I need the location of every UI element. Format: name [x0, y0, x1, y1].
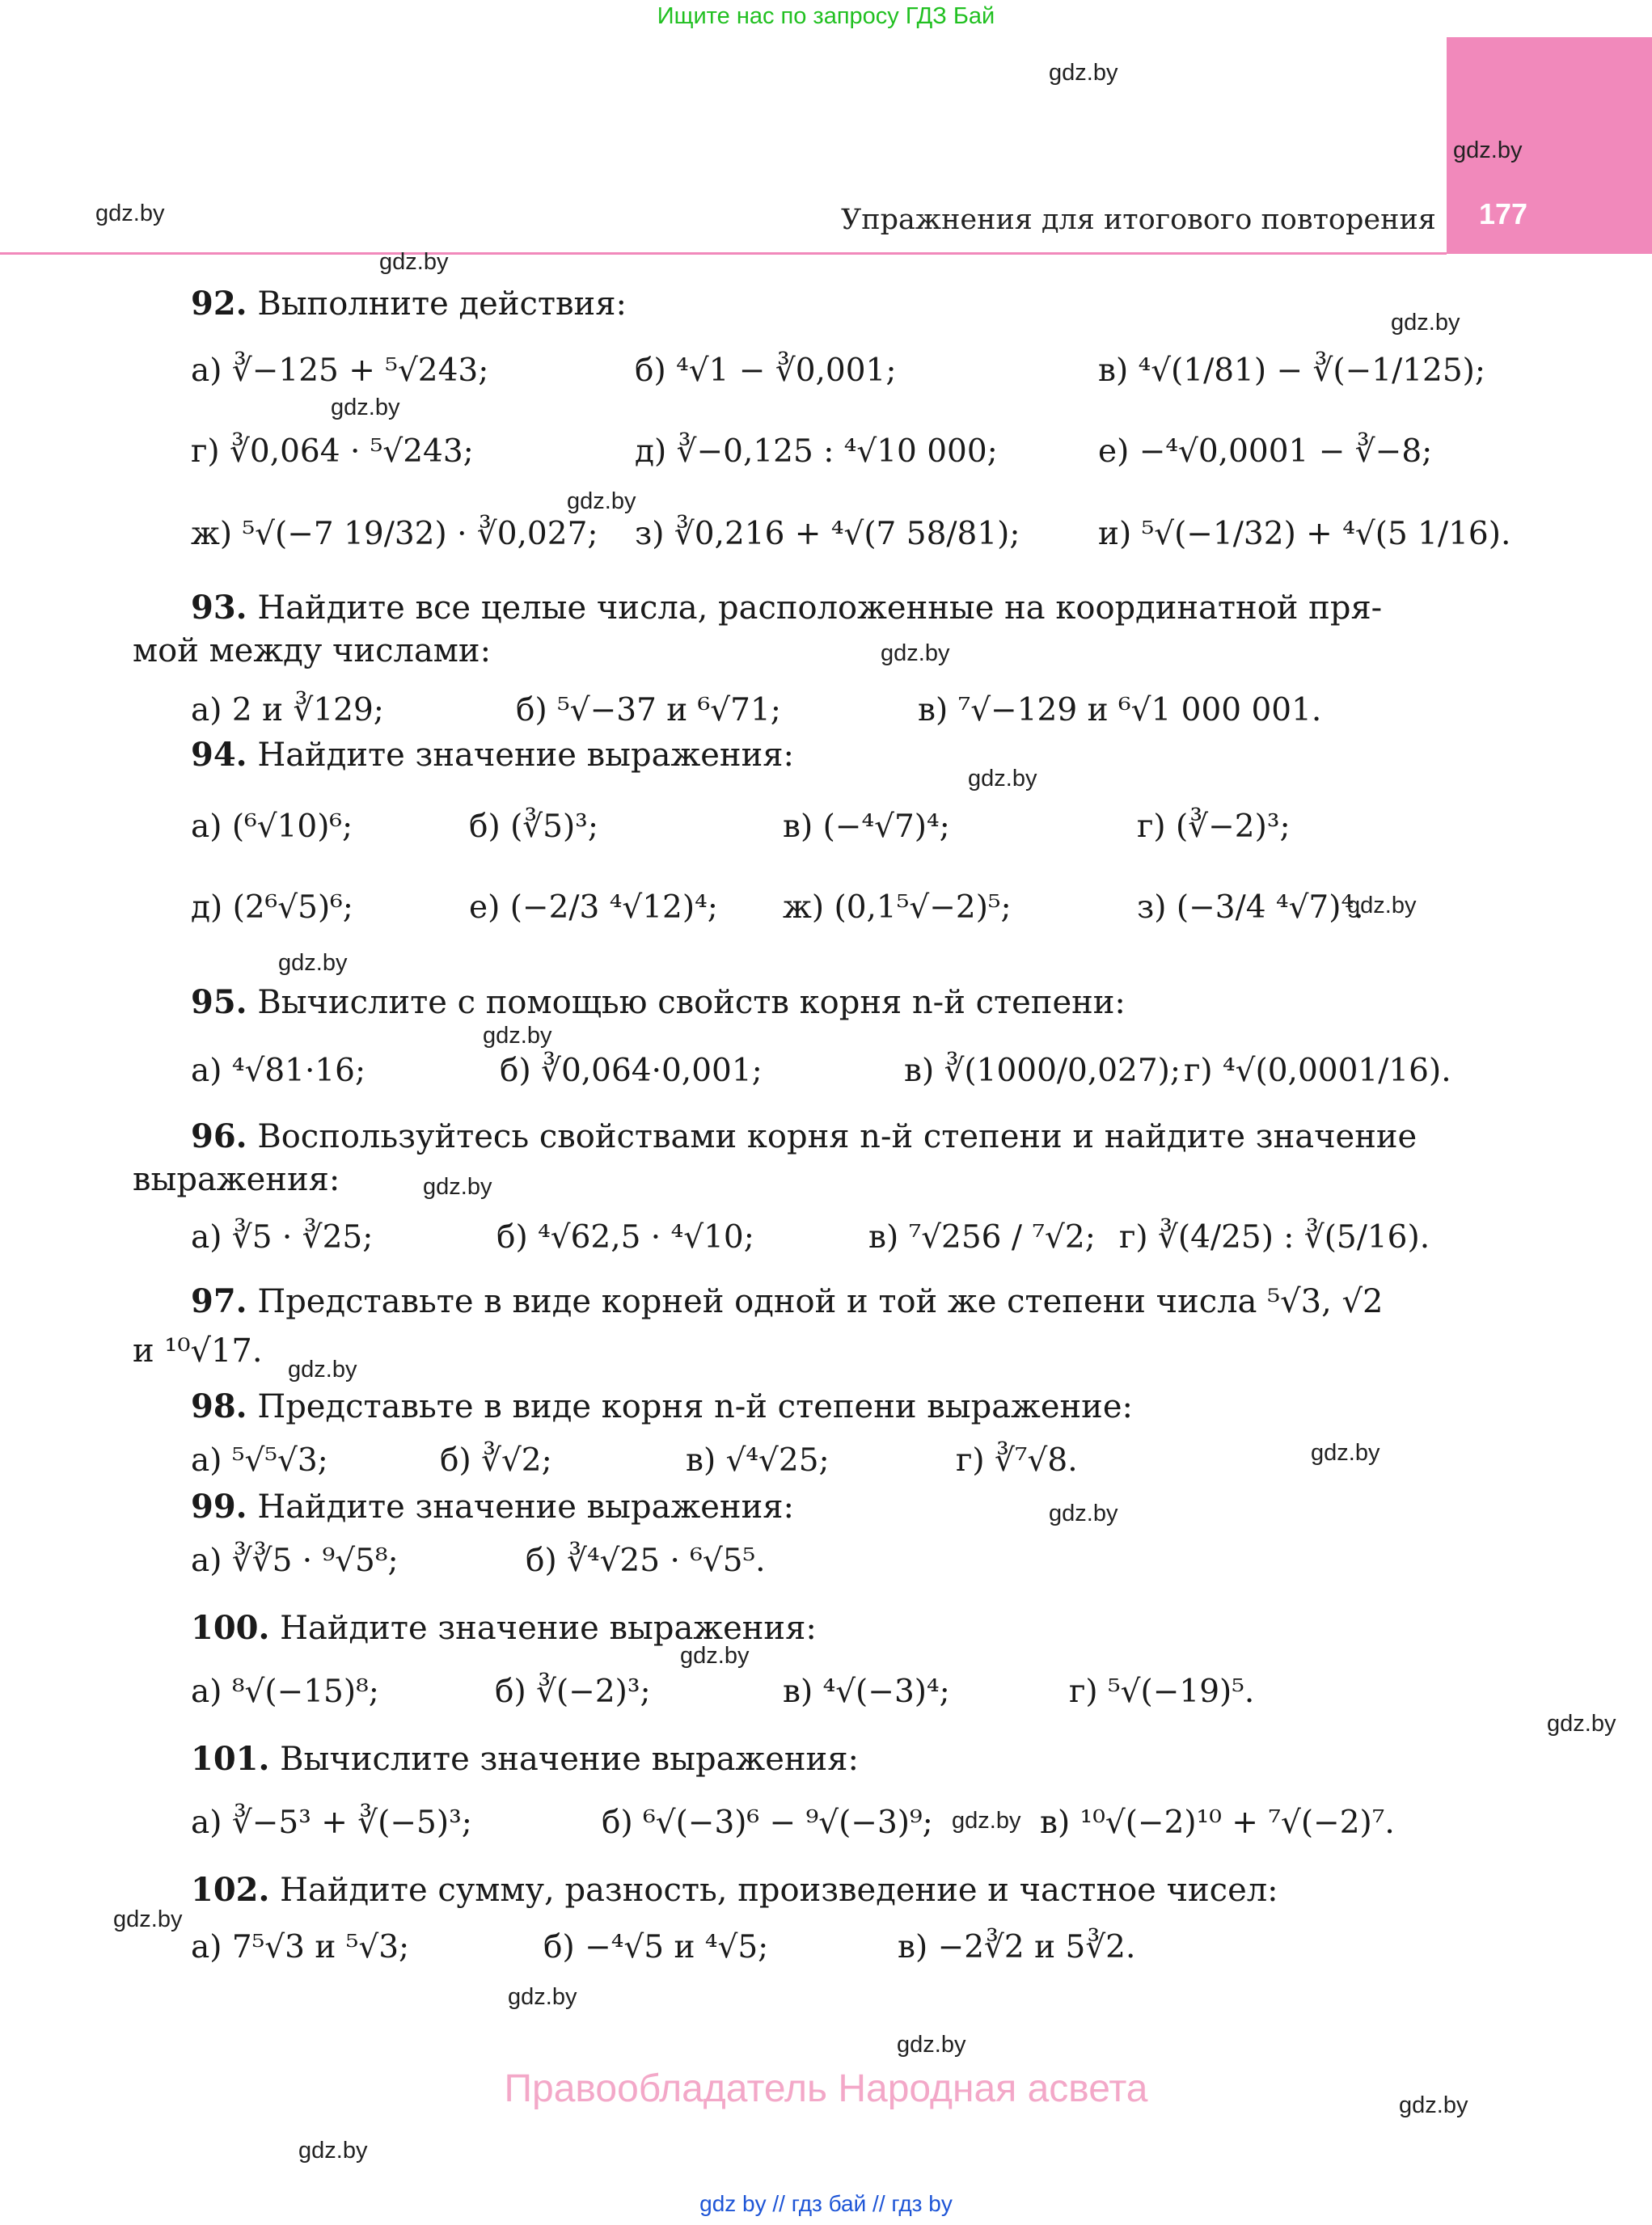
exercise-96-heading: 96. Воспользуйтесь свойствами корня n-й степени и найдите значение — [191, 1117, 1418, 1155]
exercise-102-heading: 102. Найдите сумму, разность, произведение и частное чисел: — [191, 1871, 1278, 1909]
exercise-96-item: в) ⁷√256 / ⁷√2; — [868, 1219, 1096, 1256]
exercise-96-item: г) ∛(4/25) : ∛(5/16). — [1119, 1219, 1430, 1256]
exercise-94-item: е) (−2/3 ⁴√12)⁴; — [469, 889, 718, 926]
exercise-93-item: а) 2 и ∛129; — [191, 692, 384, 728]
exercise-97-heading-cont: и ¹⁰√17. — [133, 1332, 263, 1370]
page-number: 177 — [1479, 197, 1528, 230]
exercise-92-item: а) ∛−125 + ⁵√243; — [191, 353, 489, 389]
exercise-94-item: а) (⁶√10)⁶; — [191, 809, 353, 845]
watermark: gdz.by — [952, 1808, 1021, 1834]
watermark: gdz.by — [278, 950, 348, 976]
exercise-92-item: ж) ⁵√(−7 19/32) · ∛0,027; — [191, 516, 598, 552]
watermark: gdz.by — [298, 2138, 368, 2164]
watermark: gdz.by — [95, 201, 165, 226]
exercise-94-heading: 94. Найдите значение выражения: — [191, 736, 794, 774]
exercise-101-item: а) ∛−5³ + ∛(−5)³; — [191, 1805, 472, 1841]
watermark: gdz.by — [1049, 1501, 1118, 1526]
watermark: gdz.by — [1453, 137, 1523, 163]
watermark: gdz.by — [881, 640, 950, 666]
top-banner: Ищите нас по запросу ГДЗ Бай — [657, 3, 995, 29]
exercise-92-item: з) ∛0,216 + ⁴√(7 58/81); — [635, 516, 1020, 552]
watermark: gdz.by — [1547, 1711, 1616, 1737]
exercise-98-item: г) ∛⁷√8. — [956, 1442, 1078, 1479]
exercise-92-item: и) ⁵√(−1/32) + ⁴√(5 1/16). — [1098, 516, 1511, 552]
exercise-97-heading: 97. Представьте в виде корней одной и той же степени числа ⁵√3, √2 — [191, 1282, 1384, 1320]
exercise-92-item: г) ∛0,064 · ⁵√243; — [191, 433, 474, 470]
exercise-100-heading: 100. Найдите значение выражения: — [191, 1609, 817, 1647]
exercise-92-item: б) ⁴√1 − ∛0,001; — [635, 353, 897, 389]
watermark: gdz.by — [379, 249, 449, 275]
watermark: gdz.by — [1347, 893, 1417, 918]
exercise-99-item: а) ∛∛5 · ⁹√5⁸; — [191, 1543, 399, 1579]
exercise-92-item: в) ⁴√(1/81) − ∛(−1/125); — [1098, 353, 1486, 389]
exercise-93-heading-cont: мой между числами: — [133, 632, 492, 669]
watermark: gdz.by — [1391, 310, 1460, 336]
exercise-102-item: б) −⁴√5 и ⁴√5; — [543, 1929, 769, 1965]
watermark: gdz.by — [1311, 1440, 1380, 1466]
exercise-94-item: г) (∛−2)³; — [1137, 809, 1291, 845]
exercise-93-item: в) ⁷√−129 и ⁶√1 000 001. — [918, 692, 1322, 728]
exercise-101-heading: 101. Вычислите значение выражения: — [191, 1740, 859, 1778]
watermark: gdz.by — [331, 395, 400, 420]
watermark: gdz.by — [508, 1984, 577, 2010]
watermark: gdz.by — [423, 1174, 492, 1200]
exercise-98-item: в) √⁴√25; — [686, 1442, 830, 1479]
exercise-98-item: б) ∛√2; — [440, 1442, 552, 1479]
exercise-96-item: а) ∛5 · ∛25; — [191, 1219, 374, 1256]
exercise-92-heading: 92. Выполните действия: — [191, 285, 627, 323]
exercise-94-item: в) (−⁴√7)⁴; — [783, 809, 950, 845]
watermark: gdz.by — [968, 766, 1037, 792]
exercise-95-item: а) ⁴√81·16; — [191, 1053, 366, 1089]
exercise-96-item: б) ⁴√62,5 · ⁴√10; — [496, 1219, 754, 1256]
exercise-95-heading: 95. Вычислите с помощью свойств корня n-й степени: — [191, 983, 1126, 1021]
exercise-94-item: б) (∛5)³; — [469, 809, 598, 845]
exercise-102-item: а) 7⁵√3 и ⁵√3; — [191, 1929, 410, 1965]
exercise-98-item: а) ⁵√⁵√3; — [191, 1442, 328, 1479]
exercise-94-item: д) (2⁶√5)⁶; — [191, 889, 353, 926]
exercise-95-item: б) ∛0,064·0,001; — [500, 1053, 763, 1089]
exercise-100-item: а) ⁸√(−15)⁸; — [191, 1674, 379, 1710]
exercise-94-item: з) (−3/4 ⁴√7)⁴. — [1137, 889, 1364, 926]
exercise-92-item: д) ∛−0,125 : ⁴√10 000; — [635, 433, 998, 470]
exercise-99-heading: 99. Найдите значение выражения: — [191, 1488, 794, 1526]
exercise-93-item: б) ⁵√−37 и ⁶√71; — [516, 692, 781, 728]
running-header: Упражнения для итогового повторения — [841, 204, 1436, 236]
exercise-98-heading: 98. Представьте в виде корня n-й степени выражение: — [191, 1387, 1133, 1425]
footer-links[interactable]: gdz by // гдз бай // гдз by — [699, 2191, 953, 2216]
exercise-100-item: г) ⁵√(−19)⁵. — [1069, 1674, 1255, 1710]
watermark: gdz.by — [567, 488, 636, 514]
header-divider — [0, 252, 1447, 255]
exercise-99-item: б) ∛⁴√25 · ⁶√5⁵. — [526, 1543, 766, 1579]
watermark: gdz.by — [897, 2032, 966, 2058]
exercise-101-item: в) ¹⁰√(−2)¹⁰ + ⁷√(−2)⁷. — [1040, 1805, 1395, 1841]
watermark: gdz.by — [483, 1023, 552, 1049]
watermark: gdz.by — [1399, 2092, 1468, 2118]
watermark: gdz.by — [1049, 60, 1118, 86]
watermark: gdz.by — [680, 1643, 750, 1669]
copyright-notice: Правообладатель Народная асвета — [504, 2067, 1148, 2110]
exercise-95-item: в) ∛(1000/0,027); — [904, 1053, 1181, 1089]
exercise-92-item: е) −⁴√0,0001 − ∛−8; — [1098, 433, 1433, 470]
exercise-101-item: б) ⁶√(−3)⁶ − ⁹√(−3)⁹; — [602, 1805, 933, 1841]
exercise-96-heading-cont: выражения: — [133, 1161, 340, 1198]
exercise-102-item: в) −2∛2 и 5∛2. — [898, 1929, 1136, 1965]
watermark: gdz.by — [113, 1906, 183, 1932]
exercise-100-item: б) ∛(−2)³; — [495, 1674, 651, 1710]
exercise-100-item: в) ⁴√(−3)⁴; — [783, 1674, 950, 1710]
exercise-95-item: г) ⁴√(0,0001/16). — [1184, 1053, 1451, 1089]
watermark: gdz.by — [288, 1357, 357, 1383]
exercise-93-heading: 93. Найдите все целые числа, расположенные на координатной пря- — [191, 589, 1383, 627]
exercise-94-item: ж) (0,1⁵√−2)⁵; — [783, 889, 1012, 926]
